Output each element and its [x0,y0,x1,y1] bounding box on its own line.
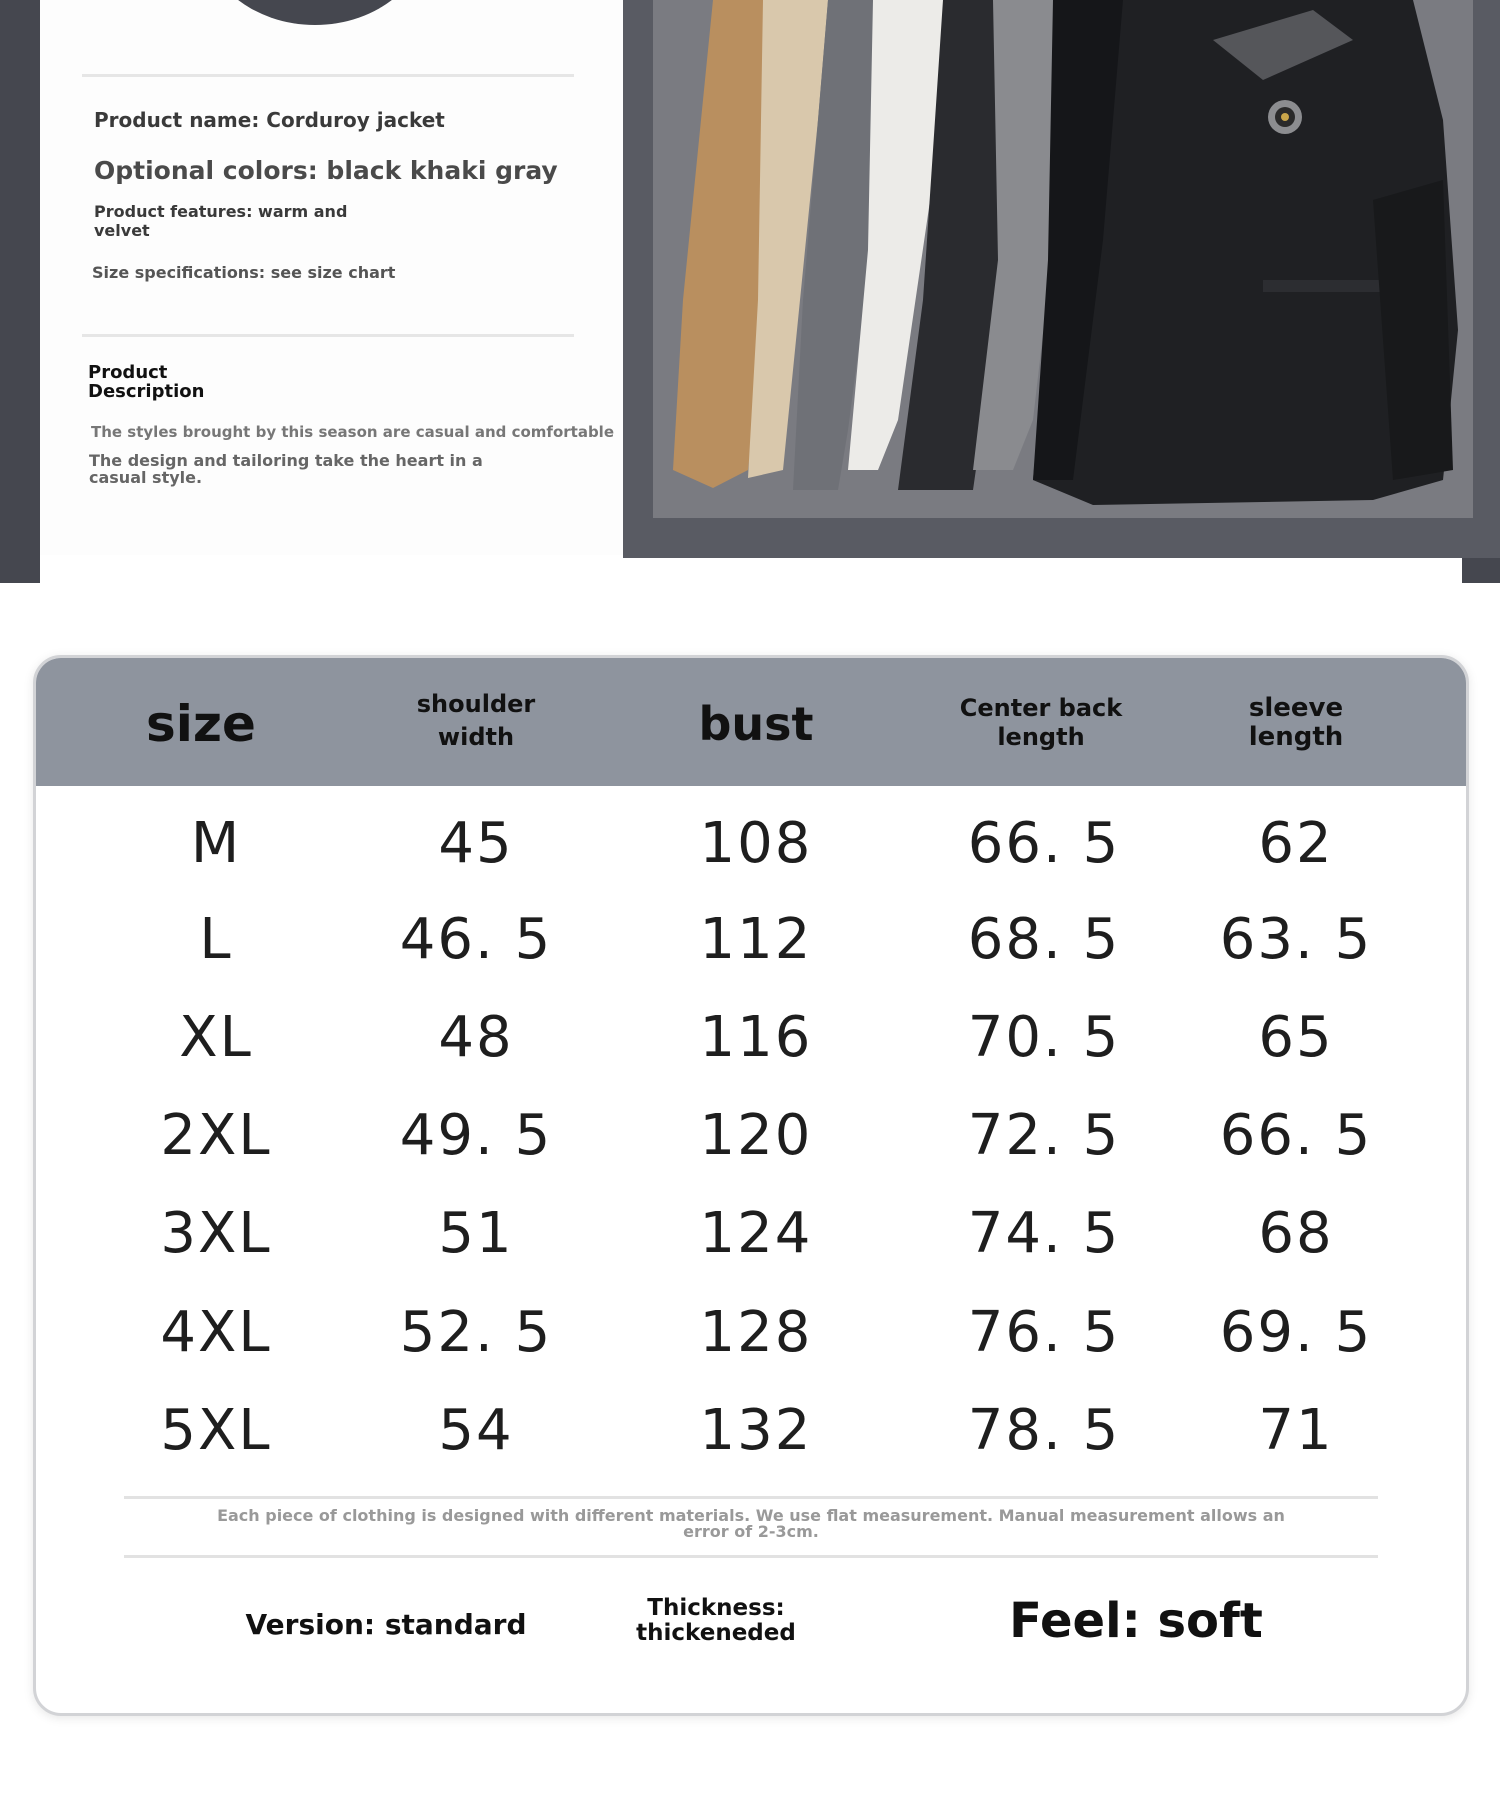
cell-sleeve: 62 [1258,811,1334,876]
cell-size: XL [179,1005,253,1070]
table-row [36,891,1466,989]
product-colors: Optional colors: black khaki gray [94,156,558,185]
banner-bottom-strip [40,555,1462,583]
description-heading: Product Description [88,362,205,402]
cell-size: M [190,811,242,876]
cell-shoulder: 52. 5 [399,1300,553,1365]
cell-sleeve: 71 [1258,1398,1334,1463]
table-row [36,1185,1466,1283]
header-shoulder-width: shoulder width [416,690,536,751]
cell-size: 3XL [160,1201,272,1266]
cell-size: 5XL [160,1398,272,1463]
divider [124,1496,1378,1499]
cell-size: 4XL [160,1300,272,1365]
cell-back-length: 66. 5 [967,811,1121,876]
cell-back-length: 78. 5 [967,1398,1121,1463]
measurement-note: Each piece of clothing is designed with different materials. We use flat measurement. Manual measurement allows an error of 2-3cm. [217,1506,1285,1541]
cell-bust: 132 [699,1398,813,1463]
cell-back-length: 74. 5 [967,1201,1121,1266]
product-banner [0,0,1500,583]
cell-shoulder: 54 [438,1398,514,1463]
cell-shoulder: 48 [438,1005,514,1070]
cell-sleeve: 66. 5 [1219,1103,1373,1168]
cell-bust: 116 [699,1005,813,1070]
cell-shoulder: 49. 5 [399,1103,553,1168]
cell-back-length: 76. 5 [967,1300,1121,1365]
cell-sleeve: 63. 5 [1219,907,1373,972]
header-bust: bust [698,697,814,751]
cell-size: 2XL [160,1103,272,1168]
divider [82,334,574,337]
size-chart-header [36,658,1466,786]
cell-back-length: 70. 5 [967,1005,1121,1070]
cell-back-length: 72. 5 [967,1103,1121,1168]
product-name: Product name: Corduroy jacket [94,108,445,132]
cell-bust: 120 [699,1103,813,1168]
cell-sleeve: 68 [1258,1201,1334,1266]
version-label: Version: standard [245,1608,527,1641]
feel-label: Feel: soft [1009,1593,1263,1649]
cell-shoulder: 46. 5 [399,907,553,972]
cell-sleeve: 65 [1258,1005,1334,1070]
product-info-panel [40,0,623,583]
header-size: size [146,695,256,753]
cell-shoulder: 45 [438,811,514,876]
cell-sleeve: 69. 5 [1219,1300,1373,1365]
header-sleeve-length: sleeve length [1248,693,1344,752]
table-row [36,1087,1466,1185]
jacket-photo [623,0,1500,558]
cell-shoulder: 51 [438,1201,514,1266]
size-chart [33,655,1469,1716]
table-row [36,1382,1466,1480]
cell-back-length: 68. 5 [967,907,1121,972]
product-features: Product features: warm and velvet [94,202,348,240]
table-row [36,795,1466,893]
cell-size: L [199,907,233,972]
cell-bust: 128 [699,1300,813,1365]
description-line: The design and tailoring take the heart in a casual style. [89,451,483,487]
cell-bust: 108 [699,811,813,876]
divider [124,1555,1378,1558]
cell-bust: 124 [699,1201,813,1266]
table-row [36,989,1466,1087]
thickness-label: Thickness: thickeneded [636,1595,796,1646]
jackets-illustration [653,0,1473,518]
description-line: The styles brought by this season are casual and comfortable [91,423,614,441]
header-center-back-length: Center back length [959,694,1123,751]
table-row [36,1284,1466,1382]
size-specification: Size specifications: see size chart [92,263,396,282]
divider [82,74,574,77]
cell-bust: 112 [699,907,813,972]
